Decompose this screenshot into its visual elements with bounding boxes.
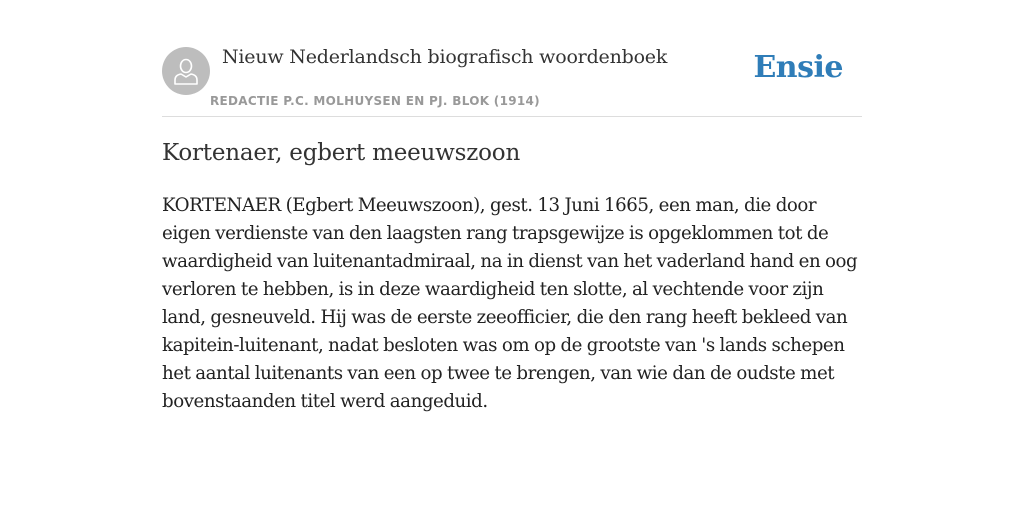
ensie-logo[interactable]: Ensie <box>753 50 843 85</box>
user-avatar-icon[interactable] <box>162 47 210 95</box>
book-title[interactable]: Nieuw Nederlandsch biografisch woordenboek <box>222 46 668 68</box>
person-outline-icon <box>173 57 199 85</box>
entry-body: KORTENAER (Egbert Meeuwszoon), gest. 13 Juni 1665, een man, die door eigen verdienste van den laagsten rang trapsgewijze is opgeklommen tot de waardigheid van luitenantadmiraal, na in dienst van het vaderland hand en oog verloren te hebben, is in deze waardigheid ten slotte, al vechtende voor zijn land, gesneuveld. Hij was de eerste zeeofficier, die den rang heeft bekleed van kapitein-luitenant, nadat besloten was om op de grootste van 's lands schepen het aantal luitenants van een op twee te brengen, van wie dan de oudste met bovenstaanden titel werd aangeduid. <box>162 195 858 412</box>
entry-title: Kortenaer, egbert meeuwszoon <box>162 140 521 166</box>
page-container <box>162 0 862 412</box>
book-editors: REDACTIE P.C. MOLHUYSEN EN PJ. BLOK (1914) <box>210 94 540 108</box>
book-header <box>162 0 862 117</box>
